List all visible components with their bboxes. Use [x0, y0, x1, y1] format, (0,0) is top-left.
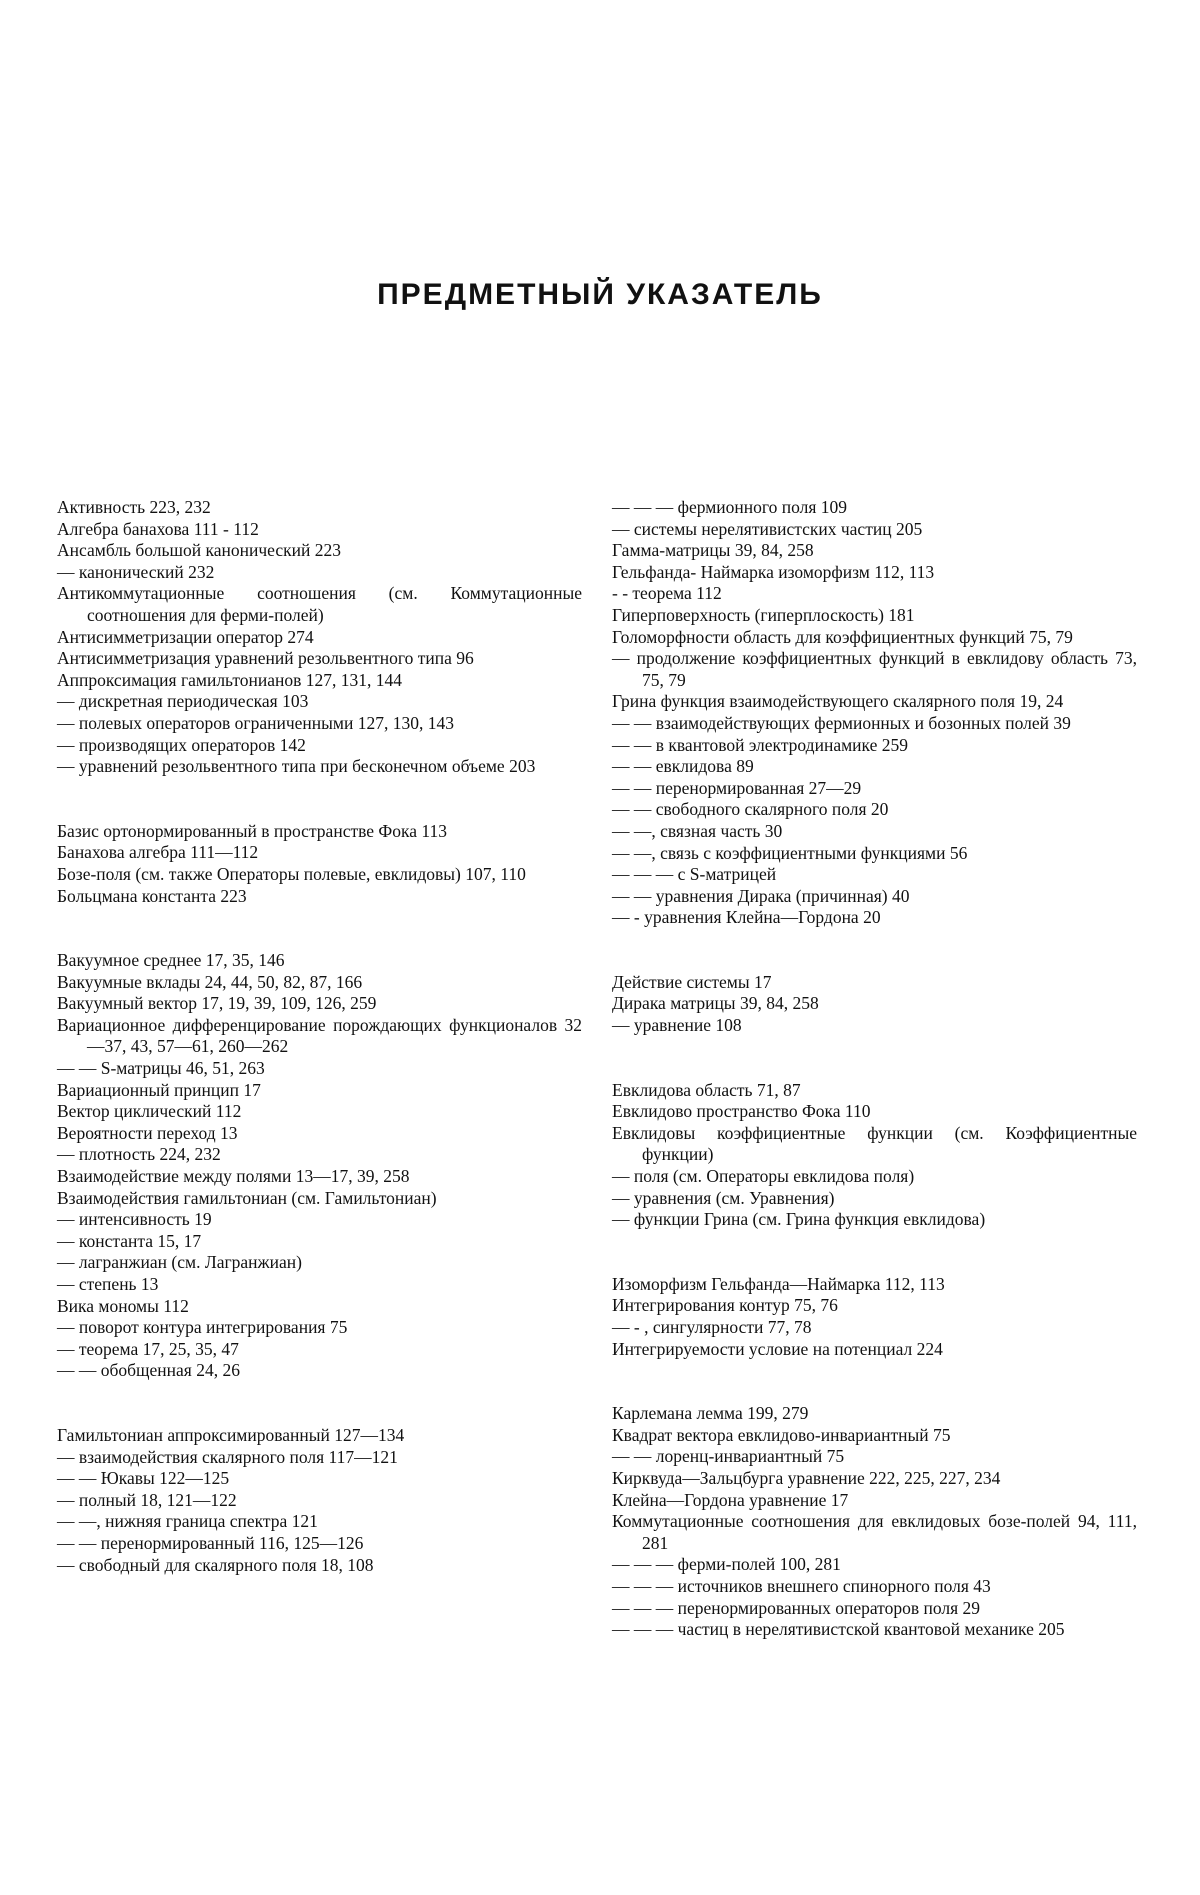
index-entry: Гиперповерхность (гиперплоскость) 181 — [612, 604, 915, 625]
index-entry: — уравнений резольвентного типа при бесконечном объеме 203 — [57, 756, 536, 777]
index-entry: Квадрат вектора евклидово-инвариантный 75 — [612, 1424, 951, 1445]
index-entry: Базис ортонормированный в пространстве Фока 113 — [57, 820, 447, 841]
index-entry: Интегрирования контур 75, 76 — [612, 1295, 838, 1316]
index-entry: — свободный для скалярного поля 18, 108 — [57, 1554, 374, 1575]
index-entry: Клейна—Гордона уравнение 17 — [612, 1489, 849, 1510]
index-entry: — — Юкавы 122—125 — [57, 1468, 230, 1489]
index-entry: — функции Грина (см. Грина функция евклидова) — [612, 1209, 986, 1230]
index-entry: Вариационное дифференцирование порождающих функционалов 32—37, 43, 57—61, 260—262 — [57, 1014, 582, 1057]
index-entry: Евклидова область 71, 87 — [612, 1079, 801, 1100]
index-entry: Действие системы 17 — [612, 971, 772, 992]
index-entry: — взаимодействия скалярного поля 117—121 — [57, 1446, 398, 1467]
index-entry: — уравнение 108 — [612, 1015, 742, 1036]
index-entry: — системы нерелятивистских частиц 205 — [612, 518, 923, 539]
index-entry: — канонический 232 — [57, 561, 215, 582]
index-entry: — - , сингулярности 77, 78 — [612, 1317, 812, 1337]
index-entry: — — перенормированная 27—29 — [612, 777, 862, 798]
index-entry: Гамильтониан аппроксимированный 127—134 — [57, 1424, 405, 1445]
page-title: ПРЕДМЕТНЫЙ УКАЗАТЕЛЬ — [377, 278, 823, 311]
index-entry: Коммутационные соотношения для евклидовых бозе-полей 94, 111, 281 — [612, 1511, 1137, 1553]
index-entry: — плотность 224, 232 — [57, 1144, 221, 1165]
index-entry: — теорема 17, 25, 35, 47 — [57, 1338, 239, 1359]
index-entry: Грина функция взаимодействующего скалярного поля 19, 24 — [612, 691, 1064, 712]
index-entry: — — — с S-матрицей — [612, 864, 777, 885]
index-entry: — — в квантовой электродинамике 259 — [612, 734, 908, 755]
index-entry: — уравнения (см. Уравнения) — [612, 1187, 835, 1208]
index-entry: Алгебра банахова 111 - 112 — [57, 518, 259, 539]
index-entry: — дискретная периодическая 103 — [57, 691, 309, 712]
index-entry: — - уравнения Клейна—Гордона 20 — [612, 907, 881, 928]
index-entry: — —, связь с коэффициентными функциями 56 — [612, 842, 968, 863]
index-entry: Вариационный принцип 17 — [57, 1079, 261, 1100]
index-entry: Дирака матрицы 39, 84, 258 — [612, 993, 819, 1014]
index-entry: Антисимметризации оператор 274 — [57, 626, 314, 647]
index-entry: Гамма-матрицы 39, 84, 258 — [612, 540, 814, 561]
index-entry: Евклидовы коэффициентные функции (см. Коэффициентные функции) — [612, 1122, 1137, 1165]
index-column-right — [612, 497, 1137, 1641]
index-entry: — степень 13 — [57, 1274, 159, 1294]
index-entry: Аппроксимация гамильтонианов 127, 131, 144 — [57, 669, 403, 690]
index-entry: Вектор циклический 112 — [57, 1101, 242, 1122]
index-entry: — — — источников внешнего спинорного поля 43 — [612, 1575, 991, 1596]
index-entry: Кирквуда—Зальцбурга уравнение 222, 225, 227, 234 — [612, 1467, 1001, 1488]
index-entry: Антикоммутационные соотношения (см. Коммутационные соотношения для ферми-полей) — [57, 583, 582, 625]
index-entry: — — — перенормированных операторов поля 29 — [612, 1597, 981, 1618]
index-entry: Банахова алгебра 111—112 — [57, 842, 259, 863]
index-entry: Вика мономы 112 — [57, 1295, 189, 1316]
index-entry: — — свободного скалярного поля 20 — [612, 799, 889, 820]
index-entry: — полный 18, 121—122 — [57, 1489, 237, 1510]
index-entry: — — обобщенная 24, 26 — [57, 1360, 240, 1381]
index-entry: — лагранжиан (см. Лагранжиан) — [57, 1252, 302, 1273]
index-entry: Изоморфизм Гельфанда—Наймарка 112, 113 — [612, 1273, 945, 1294]
index-entry: - - теорема 112 — [612, 583, 722, 604]
index-entry: — —, нижняя граница спектра 121 — [57, 1511, 318, 1532]
index-entry: — — S-матрицы 46, 51, 263 — [57, 1058, 265, 1079]
index-entry: Вероятности переход 13 — [57, 1122, 238, 1143]
index-entry: Бозе-поля (см. также Операторы полевые, евклидовы) 107, 110 — [57, 863, 526, 884]
index-entry: — интенсивность 19 — [57, 1209, 212, 1230]
index-entry: Вакуумное среднее 17, 35, 146 — [57, 950, 285, 971]
index-entry: Взаимодействие между полями 13—17, 39, 258 — [57, 1166, 410, 1187]
index-entry: Ансамбль большой канонический 223 — [57, 540, 341, 561]
index-entry: — производящих операторов 142 — [57, 734, 306, 755]
index-entry: — — — ферми-полей 100, 281 — [612, 1554, 841, 1575]
index-entry: Активность 223, 232 — [57, 497, 211, 517]
index-entry: Евклидово пространство Фока 110 — [612, 1101, 871, 1122]
index-entry: Антисимметризация уравнений резольвентного типа 96 — [57, 648, 474, 669]
index-entry: — —, связная часть 30 — [612, 820, 783, 841]
index-entry: Вакуумный вектор 17, 19, 39, 109, 126, 259 — [57, 993, 377, 1014]
index-entry: — продолжение коэффициентных функций в евклидову область 73, 75, 79 — [612, 648, 1137, 690]
index-entry: Карлемана лемма 199, 279 — [612, 1403, 809, 1424]
index-entry: Больцмана константа 223 — [57, 885, 247, 906]
index-entry: — — евклидова 89 — [612, 756, 754, 777]
index-entry: — — перенормированный 116, 125—126 — [57, 1532, 364, 1553]
index-entry: — поля (см. Операторы евклидова поля) — [612, 1166, 915, 1187]
index-entry: Голоморфности область для коэффициентных функций 75, 79 — [612, 626, 1073, 647]
index-entry: — — уравнения Дирака (причинная) 40 — [612, 885, 910, 906]
index-entry: Взаимодействия гамильтониан (см. Гамильтониан) — [57, 1187, 437, 1208]
index-entry: — — — частиц в нерелятивистской квантовой механике 205 — [612, 1619, 1065, 1640]
index-entry: Гельфанда- Наймарка изоморфизм 112, 113 — [612, 561, 935, 582]
index-entry: — — лоренц-инвариантный 75 — [612, 1446, 845, 1467]
index-entry: — полевых операторов ограниченными 127, 130, 143 — [57, 712, 454, 733]
index-column-left — [57, 497, 582, 1576]
index-entry: — поворот контура интегрирования 75 — [57, 1317, 348, 1338]
index-entry: Интегрируемости условие на потенциал 224 — [612, 1338, 943, 1359]
index-entry: Вакуумные вклады 24, 44, 50, 82, 87, 166 — [57, 971, 363, 992]
index-entry: — — — фермионного поля 109 — [612, 497, 848, 517]
index-entry: — константа 15, 17 — [57, 1230, 202, 1251]
index-entry: — — взаимодействующих фермионных и бозонных полей 39 — [612, 712, 1071, 733]
